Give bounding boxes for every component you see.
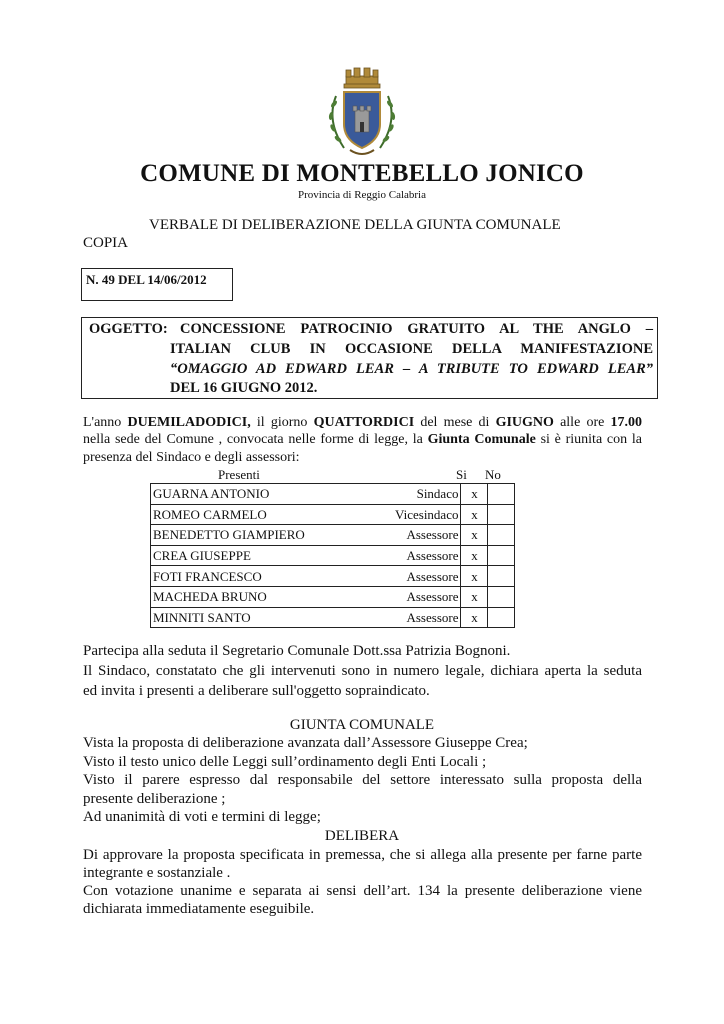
intro-text: alle ore <box>553 415 611 430</box>
visto-line-3: Visto il parere espresso dal responsabile del settore interessato sulla proposta della <box>83 772 642 788</box>
intro-line-1 <box>83 415 642 431</box>
deliberation-number: N. 49 DEL 14/06/2012 <box>86 272 207 287</box>
present-yes: x <box>461 566 488 587</box>
oggetto-line-2: ITALIAN CLUB IN OCCASIONE DELLA MANIFESTAZIONE <box>170 341 653 357</box>
present-no <box>488 566 515 587</box>
present-no <box>488 484 515 505</box>
delibera-line-4: dichiarata immediatamente eseguibile. <box>83 901 315 917</box>
intro-text: nella sede del Comune , convocata nelle forme di legge, la <box>83 432 428 447</box>
member-name: MACHEDA BRUNO <box>151 586 394 607</box>
member-role: Assessore <box>393 607 461 628</box>
delibera-line-3: Con votazione unanime e separata ai sensi dell’art. 134 la presente deliberazione viene <box>83 883 642 899</box>
present-yes: x <box>461 484 488 505</box>
member-role: Assessore <box>393 586 461 607</box>
intro-text: L'anno <box>83 415 128 430</box>
present-yes: x <box>461 586 488 607</box>
present-yes: x <box>461 607 488 628</box>
present-yes: x <box>461 525 488 546</box>
header-no: No <box>485 467 501 482</box>
intro-text: si è riunita con la <box>535 432 642 447</box>
present-no <box>488 545 515 566</box>
intro-text: il giorno <box>250 415 314 430</box>
document-subtitle: Provincia di Reggio Calabria <box>298 189 426 201</box>
table-row <box>151 504 515 525</box>
oggetto-line-1: CONCESSIONE PATROCINIO GRATUITO AL THE ANGLO – <box>180 321 653 337</box>
member-name: FOTI FRANCESCO <box>151 566 394 587</box>
table-row <box>151 484 515 505</box>
visto-line-2: Visto il testo unico delle Leggi sull’ordinamento degli Enti Locali ; <box>83 754 487 770</box>
member-role: Sindaco <box>393 484 461 505</box>
present-no <box>488 607 515 628</box>
member-role: Vicesindaco <box>393 504 461 525</box>
partecipa-line: Partecipa alla seduta il Segretario Comunale Dott.ssa Patrizia Bognoni. <box>83 643 511 659</box>
oggetto-label: OGGETTO: <box>89 321 168 337</box>
member-name: CREA GIUSEPPE <box>151 545 394 566</box>
member-name: GUARNA ANTONIO <box>151 484 394 505</box>
intro-line-2 <box>83 432 642 448</box>
table-row <box>151 566 515 587</box>
attendance-table <box>150 483 515 628</box>
intro-day: QUATTORDICI <box>313 415 415 430</box>
present-yes: x <box>461 545 488 566</box>
municipal-crest-icon <box>322 66 402 162</box>
intro-giunta: Giunta Comunale <box>427 432 536 447</box>
header-si: Si <box>456 467 467 482</box>
member-role: Assessore <box>393 545 461 566</box>
member-name: ROMEO CARMELO <box>151 504 394 525</box>
oggetto-line-3: “OMAGGIO AD EDWARD LEAR – A TRIBUTE TO EDWARD LEAR” <box>170 361 653 377</box>
intro-time: 17.00 <box>610 415 642 430</box>
intro-month: GIUGNO <box>495 415 554 430</box>
table-row <box>151 545 515 566</box>
present-no <box>488 586 515 607</box>
table-row <box>151 607 515 628</box>
visto-line-4: presente deliberazione ; <box>83 791 226 807</box>
member-role: Assessore <box>393 566 461 587</box>
member-name: MINNITI SANTO <box>151 607 394 628</box>
document-title: COMUNE DI MONTEBELLO JONICO <box>140 160 584 187</box>
present-yes: x <box>461 504 488 525</box>
delibera-line-1: Di approvare la proposta specificata in premessa, che si allega alla presente per farne parte <box>83 847 642 863</box>
table-row <box>151 525 515 546</box>
header-presenti: Presenti <box>218 467 260 482</box>
intro-year: DUEMILADODICI, <box>127 415 251 430</box>
present-no <box>488 504 515 525</box>
sindaco-line-2: ed invita i presenti a deliberare sull'oggetto sopraindicato. <box>83 683 430 699</box>
intro-text: del mese di <box>414 415 496 430</box>
visto-line-5: Ad unanimità di voti e termini di legge; <box>83 809 321 825</box>
table-row <box>151 586 515 607</box>
delibera-heading: DELIBERA <box>324 828 400 844</box>
giunta-heading: GIUNTA COMUNALE <box>289 717 435 733</box>
verbale-heading: VERBALE DI DELIBERAZIONE DELLA GIUNTA COMUNALE <box>149 217 561 233</box>
present-no <box>488 525 515 546</box>
member-role: Assessore <box>393 525 461 546</box>
member-name: BENEDETTO GIAMPIERO <box>151 525 394 546</box>
visto-line-1: Vista la proposta di deliberazione avanzata dall’Assessore Giuseppe Crea; <box>83 735 528 751</box>
intro-line-3: presenza del Sindaco e degli assessori: <box>83 450 300 465</box>
oggetto-line-4: DEL 16 GIUGNO 2012. <box>170 380 318 396</box>
delibera-line-2: integrante e sostanziale . <box>83 865 231 881</box>
sindaco-line-1: Il Sindaco, constatato che gli intervenuti sono in numero legale, dichiara aperta la seduta <box>83 663 642 679</box>
copia-label: COPIA <box>83 235 129 251</box>
